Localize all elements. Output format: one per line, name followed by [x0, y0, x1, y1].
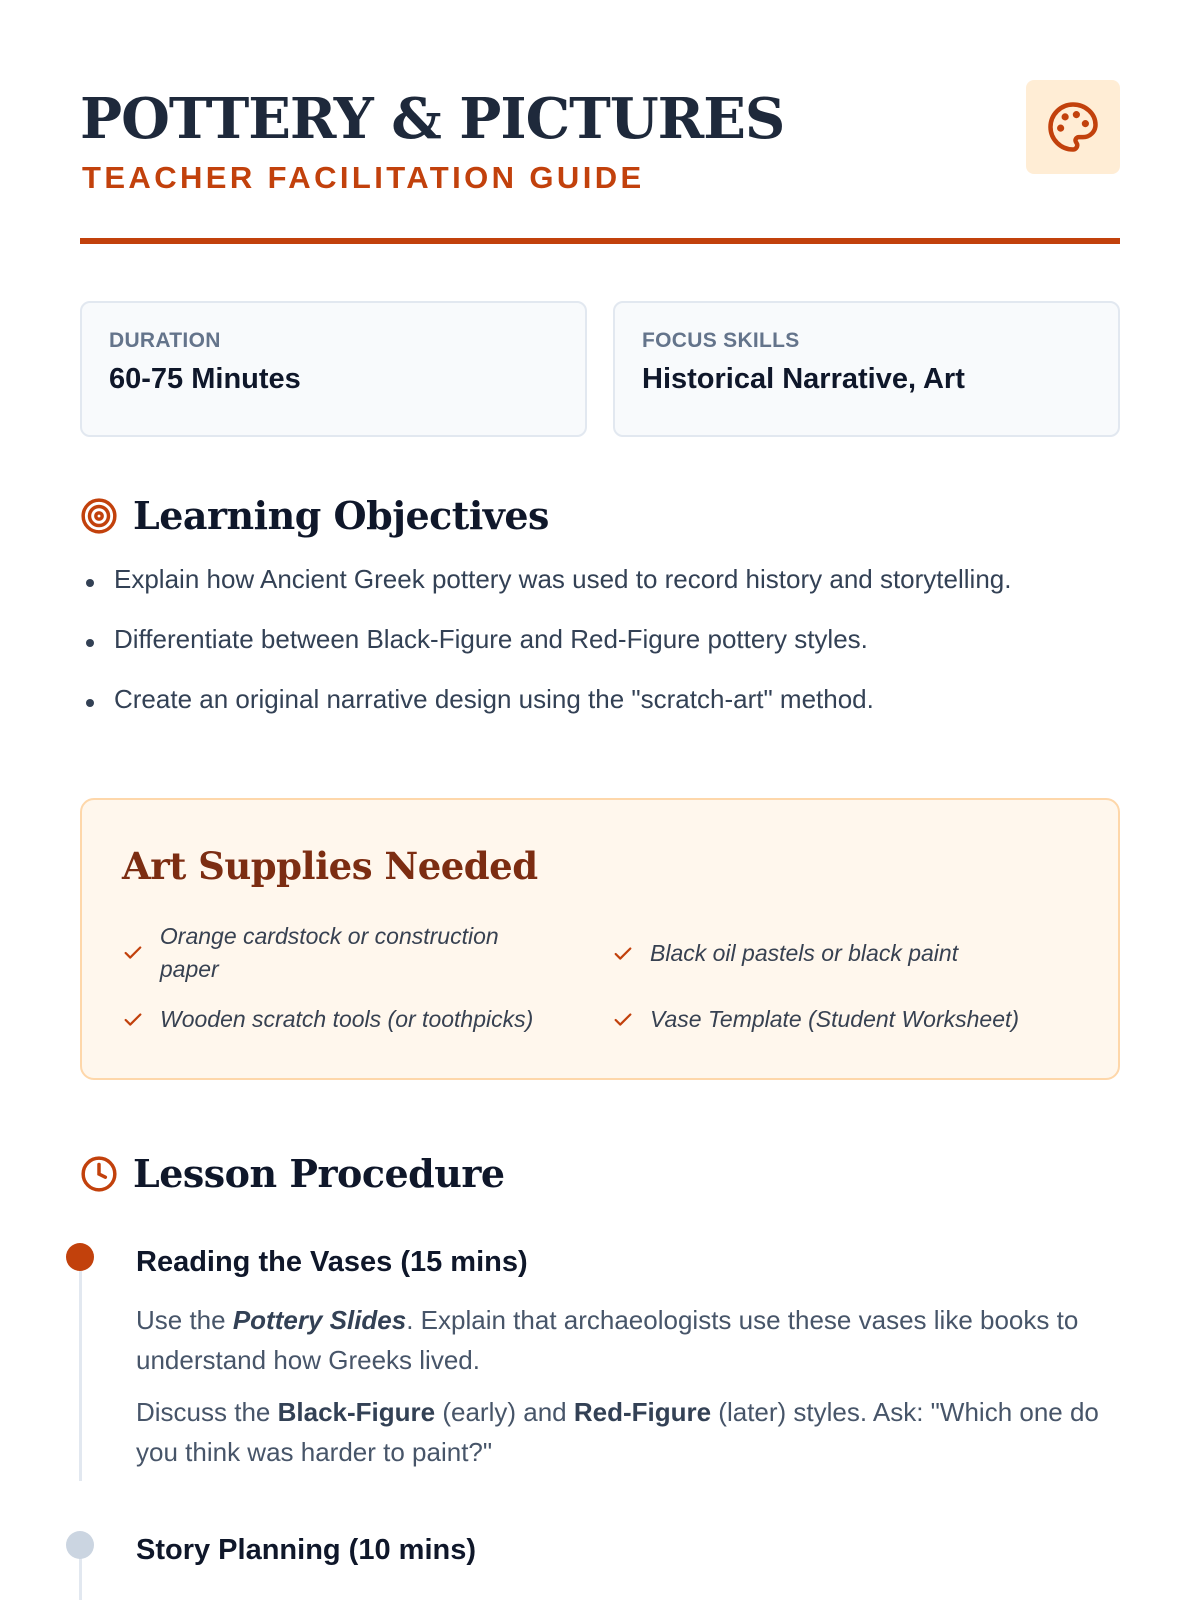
text-run: . Explain that archaeologists use these vases like books to understand how Greeks lived. [136, 1305, 1079, 1375]
style-term: Red-Figure [573, 1397, 712, 1427]
section-title: Lesson Procedure [133, 1151, 505, 1196]
check-icon [122, 1009, 144, 1031]
supply-item [612, 937, 1082, 970]
page-subtitle: TEACHER FACILITATION GUIDE [82, 160, 645, 195]
check-icon [612, 943, 634, 965]
facilitation-guide [80, 80, 1120, 1566]
check-icon [122, 942, 144, 964]
info-cards [80, 301, 1120, 437]
supply-item [122, 1003, 592, 1036]
focus-skills-card [613, 301, 1120, 437]
guide-header [80, 80, 1120, 244]
check-icon [612, 1009, 634, 1031]
timeline-connector [79, 1256, 82, 1481]
list-item: Differentiate between Black-Figure and Red-Figure pottery styles. [80, 624, 1120, 684]
text-run: Use the [136, 1305, 233, 1335]
procedure-heading [80, 1151, 505, 1196]
step-paragraph [136, 1392, 1120, 1472]
timeline-marker-active [66, 1243, 94, 1271]
duration-card [80, 301, 587, 437]
objectives-list [80, 564, 1120, 744]
resource-name: Pottery Slides [232, 1305, 407, 1335]
procedure-step [136, 1242, 1120, 1472]
supply-label: Orange cardstock or construction paper [159, 923, 499, 982]
supplies-box [80, 798, 1120, 1080]
objectives-heading [80, 493, 549, 538]
palette-icon [1046, 100, 1100, 154]
supply-label: Vase Template (Student Worksheet) [650, 1006, 1020, 1032]
card-label: DURATION [109, 329, 221, 352]
list-item: Create an original narrative design using the "scratch-art" method. [80, 684, 1120, 744]
step-title: Story Planning (10 mins) [136, 1534, 476, 1566]
style-term: Black-Figure [277, 1397, 436, 1427]
card-label: FOCUS SKILLS [642, 329, 800, 352]
procedure-step [136, 1530, 1120, 1570]
card-value: 60-75 Minutes [109, 363, 301, 395]
text-run: (early) and [435, 1397, 574, 1427]
target-icon [80, 497, 118, 535]
clock-icon [80, 1155, 118, 1193]
supplies-title: Art Supplies Needed [122, 844, 538, 888]
supply-item [612, 1003, 1082, 1036]
text-run: Discuss the [136, 1397, 278, 1427]
section-title: Learning Objectives [133, 493, 549, 538]
timeline-marker [66, 1531, 94, 1559]
list-item: Explain how Ancient Greek pottery was used to record history and storytelling. [80, 564, 1120, 624]
step-paragraph [136, 1300, 1120, 1380]
text-run: (later) styles. Ask: "Which one do you think was harder to paint?" [136, 1397, 1099, 1467]
supply-item [122, 920, 562, 986]
card-value: Historical Narrative, Art [642, 363, 965, 395]
supply-label: Black oil pastels or black paint [650, 940, 959, 966]
step-title: Reading the Vases (15 mins) [136, 1246, 528, 1278]
page-title: POTTERY & PICTURES [80, 86, 785, 152]
logo-badge [1026, 80, 1120, 174]
supply-label: Wooden scratch tools (or toothpicks) [160, 1006, 534, 1032]
